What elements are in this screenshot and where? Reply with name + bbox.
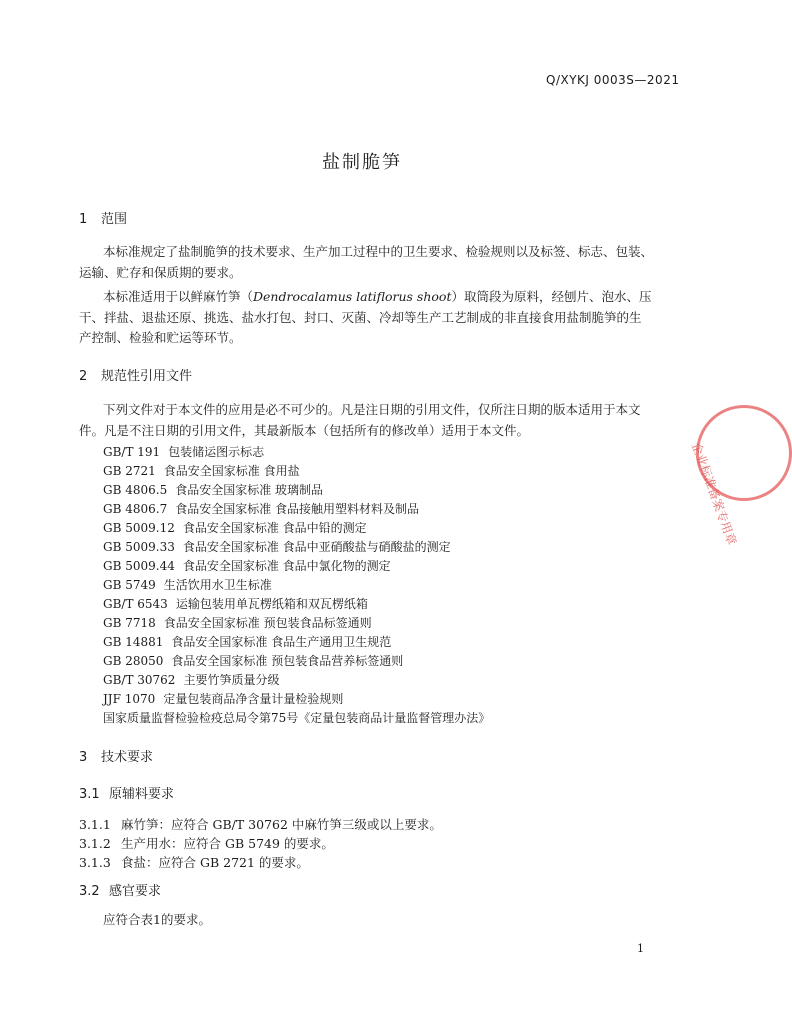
section-number: 3 bbox=[79, 750, 88, 765]
latin-name: Dendrocalamus latiflorus shoot bbox=[253, 289, 452, 304]
subsection-number: 3.1 bbox=[79, 787, 100, 802]
reference-name: 食品安全国家标准 食品中氯化物的测定 bbox=[182, 559, 391, 573]
paragraph-line: 干、拌盐、退盐还原、挑选、盐水打包、封口、灭菌、冷却等生产工艺制成的非直接食用盐制脆笋的生 bbox=[79, 310, 642, 325]
reference-item bbox=[103, 538, 451, 555]
reference-item bbox=[103, 500, 419, 517]
reference-item bbox=[103, 614, 372, 631]
reference-code: GB/T 6543 bbox=[103, 597, 168, 611]
reference-code: GB 5749 bbox=[103, 578, 156, 592]
reference-name: 食品安全国家标准 玻璃制品 bbox=[175, 483, 324, 497]
reference-code: GB 5009.12 bbox=[103, 521, 175, 535]
reference-item bbox=[103, 462, 300, 479]
paragraph-line: 下列文件对于本文件的应用是必不可少的。凡是注日期的引用文件，仅所注日期的版本适用于本文 bbox=[103, 402, 641, 417]
reference-name: 包装储运图示标志 bbox=[168, 445, 265, 459]
reference-code: JJF 1070 bbox=[103, 692, 156, 706]
reference-name: 食品安全国家标准 食品中铅的测定 bbox=[182, 521, 367, 535]
seal-stamp-text: 企业标准备案专用章 bbox=[688, 440, 740, 547]
reference-item bbox=[103, 443, 264, 460]
reference-name: 食品安全国家标准 预包装食品标签通则 bbox=[163, 616, 372, 630]
paragraph-line bbox=[103, 287, 652, 307]
paragraph-line: 本标准规定了盐制脆笋的技术要求、生产加工过程中的卫生要求、检验规则以及标签、标志、包装、 bbox=[103, 244, 654, 259]
reference-code: GB/T 191 bbox=[103, 445, 161, 459]
section-3-heading bbox=[79, 746, 153, 765]
reference-item bbox=[103, 519, 367, 536]
document-title: 盐制脆笋 bbox=[322, 152, 402, 173]
reference-code: GB 14881 bbox=[103, 635, 164, 649]
reference-name: 主要竹笋质量分级 bbox=[183, 673, 280, 687]
clause-text: 食盐：应符合 GB 2721 的要求。 bbox=[121, 855, 309, 870]
reference-item bbox=[103, 481, 323, 498]
reference-item bbox=[103, 652, 403, 669]
reference-name: 定量包装商品净含量计量检验规则 bbox=[163, 692, 344, 706]
clause-text: 生产用水：应符合 GB 5749 的要求。 bbox=[121, 836, 334, 851]
document-code: Q/XYKJ 0003S—2021 bbox=[546, 73, 680, 87]
reference-code: GB/T 30762 bbox=[103, 673, 176, 687]
reference-name: 食品安全国家标准 食品接触用塑料材料及制品 bbox=[175, 502, 420, 516]
reference-name: 食品安全国家标准 预包装食品营养标签通则 bbox=[171, 654, 404, 668]
clause-line bbox=[79, 815, 442, 833]
reference-code: GB 4806.5 bbox=[103, 483, 168, 497]
reference-code: GB 5009.33 bbox=[103, 540, 175, 554]
reference-item bbox=[103, 690, 343, 707]
paragraph-line: 运输、贮存和保质期的要求。 bbox=[79, 265, 242, 280]
subsection-title: 原辅料要求 bbox=[109, 787, 175, 802]
reference-name: 食品安全国家标准 食品中亚硝酸盐与硝酸盐的测定 bbox=[182, 540, 451, 554]
reference-item bbox=[103, 633, 391, 650]
text-fragment: 本标准适用于以鲜麻竹笋（ bbox=[103, 289, 254, 304]
paragraph-line: 产控制、检验和贮运等环节。 bbox=[79, 330, 242, 345]
section-number: 2 bbox=[79, 369, 88, 384]
reference-code: GB 7718 bbox=[103, 616, 156, 630]
reference-item bbox=[103, 557, 391, 574]
reference-code: GB 2721 bbox=[103, 464, 156, 478]
reference-decree: 国家质量监督检验检疫总局令第75号《定量包装商品计量监督管理办法》 bbox=[103, 711, 491, 725]
section-number: 1 bbox=[79, 212, 88, 227]
reference-item bbox=[103, 595, 368, 612]
clause-number: 3.1.3 bbox=[79, 855, 111, 870]
reference-code: GB 5009.44 bbox=[103, 559, 175, 573]
reference-name: 食品安全国家标准 食用盐 bbox=[163, 464, 300, 478]
section-2-heading bbox=[79, 365, 192, 384]
page-number: 1 bbox=[637, 942, 644, 955]
section-title: 技术要求 bbox=[101, 750, 154, 765]
clause-text: 麻竹笋：应符合 GB/T 30762 中麻竹笋三级或以上要求。 bbox=[121, 817, 442, 832]
reference-name: 运输包装用单瓦楞纸箱和双瓦楞纸箱 bbox=[175, 597, 368, 611]
subsection-title: 感官要求 bbox=[109, 884, 162, 899]
paragraph-line: 应符合表1的要求。 bbox=[103, 912, 211, 927]
clause-number: 3.1.2 bbox=[79, 836, 111, 851]
clause-line bbox=[79, 834, 334, 852]
subsection-3-2-heading bbox=[79, 880, 161, 899]
reference-code: GB 4806.7 bbox=[103, 502, 168, 516]
clause-number: 3.1.1 bbox=[79, 817, 111, 832]
reference-name: 生活饮用水卫生标准 bbox=[163, 578, 272, 592]
section-title: 范围 bbox=[101, 212, 128, 227]
section-1-heading bbox=[79, 208, 127, 227]
clause-line bbox=[79, 853, 309, 871]
reference-item bbox=[103, 576, 272, 593]
reference-name: 食品安全国家标准 食品生产通用卫生规范 bbox=[171, 635, 392, 649]
reference-code: GB 28050 bbox=[103, 654, 164, 668]
text-fragment: ）取筒段为原料，经刨片、泡水、压 bbox=[451, 289, 652, 304]
subsection-number: 3.2 bbox=[79, 884, 100, 899]
section-title: 规范性引用文件 bbox=[101, 369, 193, 384]
paragraph-line: 件。凡是不注日期的引用文件，其最新版本（包括所有的修改单）适用于本文件。 bbox=[79, 423, 530, 438]
subsection-3-1-heading bbox=[79, 783, 174, 802]
reference-item bbox=[103, 671, 279, 688]
